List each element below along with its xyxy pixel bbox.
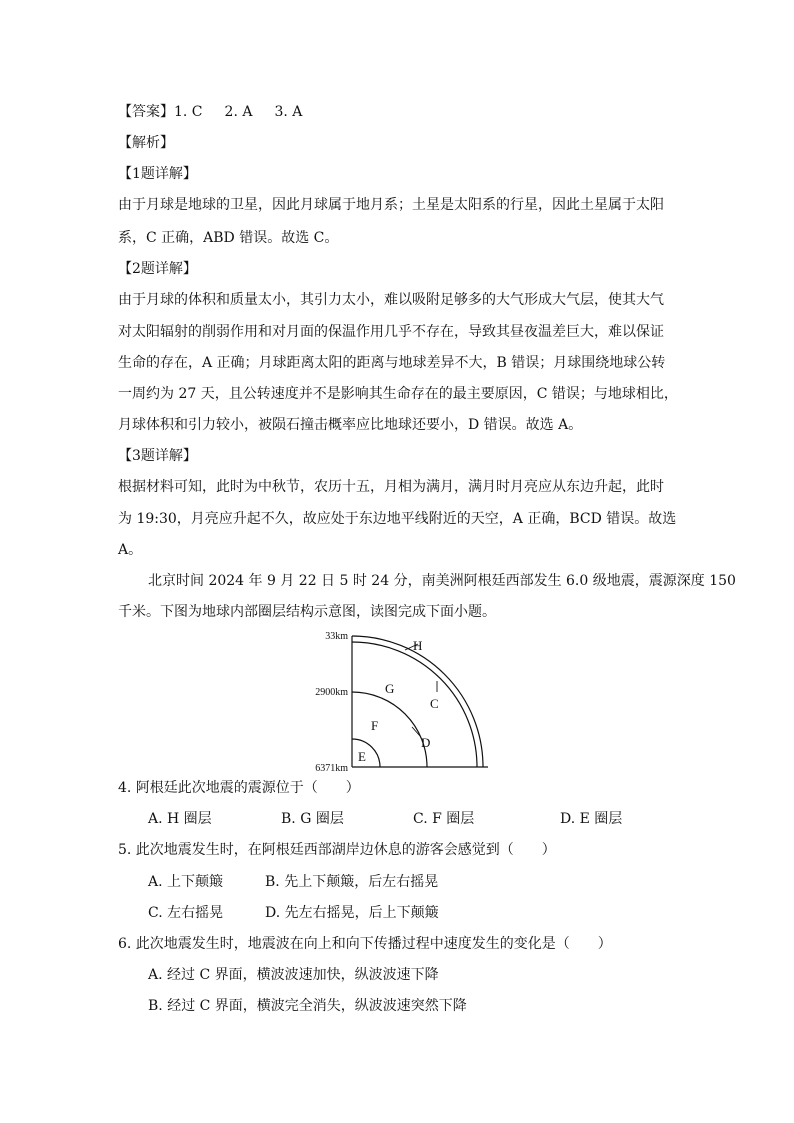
q3-text-line: 为 19:30，月亮应升起不久，故应处于东边地平线附近的天空，A 正确，BCD 错误。故选 bbox=[118, 511, 677, 527]
depth-label-2900km: 2900km bbox=[315, 687, 348, 698]
depth-label-33km: 33km bbox=[325, 631, 348, 642]
question-5-option-d: D. 先左右摇晃，后上下颠簸 bbox=[265, 905, 439, 921]
answer-label: 【答案】 bbox=[118, 104, 174, 120]
depth-label-6371km: 6371km bbox=[315, 763, 348, 774]
question-4-option-b: B. G 圈层 bbox=[281, 811, 344, 827]
question-4-stem: 4. 阿根廷此次地震的震源位于（ ） bbox=[118, 780, 360, 796]
answer-line bbox=[118, 103, 302, 121]
layer-label-f: F bbox=[371, 718, 379, 733]
inner-core-boundary bbox=[352, 739, 380, 767]
answer-item: 2. A bbox=[224, 104, 253, 120]
q3-text-line: A。 bbox=[118, 542, 143, 558]
q1-text-line: 由于月球是地球的卫星，因此月球属于地月系；土星是太阳系的行星，因此土星属于太阳 bbox=[118, 197, 664, 213]
q3-text-line: 根据材料可知，此时为中秋节，农历十五，月相为满月，满月时月亮应从东边升起，此时 bbox=[118, 479, 664, 495]
layer-label-g: G bbox=[385, 681, 395, 696]
q2-text-line: 一周约为 27 天，且公转速度并不是影响其生命存在的最主要原因，C 错误；与地球相比， bbox=[118, 386, 678, 402]
q2-text-line: 生命的存在，A 正确；月球距离太阳的距离与地球差异不大，B 错误；月球围绕地球公转 bbox=[118, 355, 666, 371]
q3-title: 【3题详解】 bbox=[118, 448, 197, 464]
intro-text-line: 北京时间 2024 年 9 月 22 日 5 时 24 分，南美洲阿根廷西部发生 6.0 级地震，震源深度 150 bbox=[148, 573, 736, 589]
question-5-option-a: A. 上下颠簸 bbox=[148, 874, 224, 890]
question-4-option-d: D. E 圈层 bbox=[560, 811, 623, 827]
question-6-stem: 6. 此次地震发生时，地震波在向上和向下传播过程中速度发生的变化是（ ） bbox=[118, 936, 612, 952]
layer-label-d: D bbox=[421, 735, 431, 750]
question-5-stem: 5. 此次地震发生时，在阿根廷西部湖岸边休息的游客会感觉到（ ） bbox=[118, 842, 556, 858]
question-5-option-b: B. 先上下颠簸，后左右摇晃 bbox=[265, 874, 439, 890]
q2-text-line: 由于月球的体积和质量太小，其引力太小，难以吸附足够多的大气形成大气层，使其大气 bbox=[118, 292, 664, 308]
q1-text-line: 系，C 正确，ABD 错误。故选 C。 bbox=[118, 230, 339, 246]
layer-label-c: C bbox=[430, 696, 439, 711]
q2-title: 【2题详解】 bbox=[118, 261, 197, 277]
question-4-option-c: C. F 圈层 bbox=[413, 811, 475, 827]
question-4-option-a: A. H 圈层 bbox=[148, 811, 212, 827]
question-6-option-a: A. 经过 C 界面，横波波速加快，纵波波速下降 bbox=[148, 967, 439, 983]
answer-item: 3. A bbox=[274, 104, 303, 120]
question-5-option-c: C. 左右摇晃 bbox=[148, 905, 224, 921]
analysis-heading: 【解析】 bbox=[118, 135, 174, 151]
q2-text-line: 对太阳辐射的削弱作用和对月面的保温作用几乎不存在，导致其昼夜温差巨大，难以保证 bbox=[118, 324, 664, 340]
layer-label-h: H bbox=[413, 638, 423, 653]
earth-interior-diagram bbox=[300, 626, 500, 774]
intro-text-line: 千米。下图为地球内部圈层结构示意图，读图完成下面小题。 bbox=[118, 604, 496, 620]
moho-boundary bbox=[352, 642, 477, 767]
layer-label-e: E bbox=[358, 749, 366, 764]
q1-title: 【1题详解】 bbox=[118, 166, 197, 182]
q2-text-line: 月球体积和引力较小，被陨石撞击概率应比地球还要小，D 错误。故选 A。 bbox=[118, 417, 583, 433]
answer-item: 1. C bbox=[174, 104, 203, 120]
question-6-option-b: B. 经过 C 界面，横波完全消失，纵波波速突然下降 bbox=[148, 998, 467, 1014]
